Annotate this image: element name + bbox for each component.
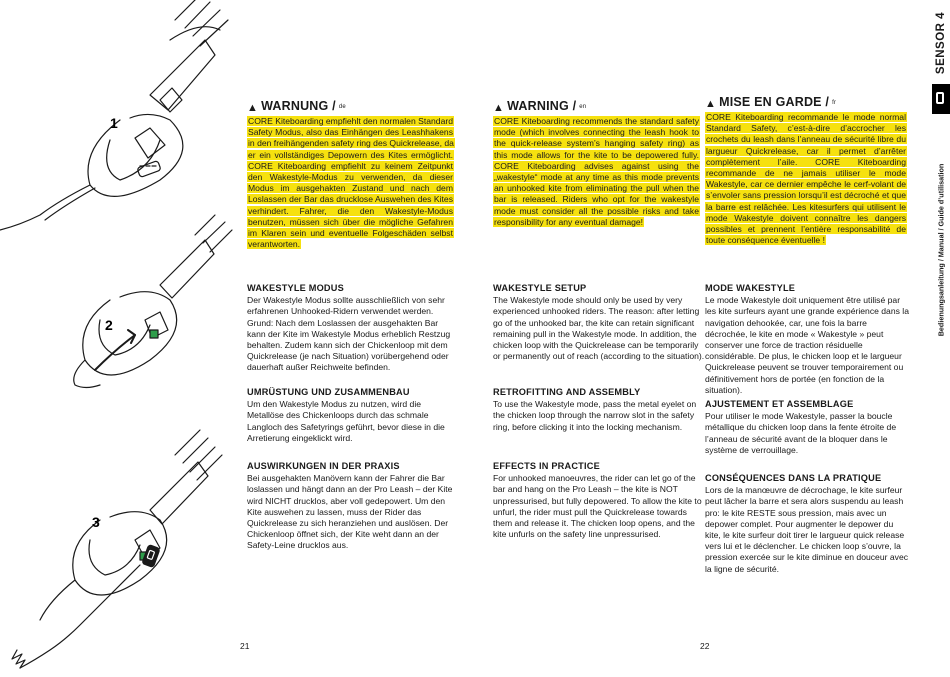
- section-body: To use the Wakestyle mode, pass the metal eyelet on the chicken loop through the narrow slot in the safety ring, before clicking it into the locking mechanism.: [493, 399, 697, 432]
- section-body: Le mode Wakestyle doit uniquement être utilisé par les kite surfeurs ayant une grande expérience dans la navigation dehookée, car, une fois la barre décrochée, le kite en mode « Wakestyle » peut conserver une force de traction résiduelle considérable. De plus, le chicken loop et le largueur Quickrelease peuvent se trouver temporairement ou définitivement hors de portée (en fonction de la situation).: [705, 295, 909, 395]
- warning-body: CORE Kiteboarding recommends the standard safety mode (which involves connecting the leash hook to the quick-release system’s hanging safety ring) as this mode allows for the kite to be depowered fully. CORE Kiteboarding advises against using the „wakestyle“ mode at any time as this mode prevents an unhooked kite from eliminating the pull when the bar is released. Riders who opt for the wakestyle mode must consider all the possible risks and take responsibility for any eventual damage!: [494, 116, 699, 227]
- section-body: Bei ausgehakten Manövern kann der Fahrer die Bar loslassen und hängt dann an der Pro Leash – der Kite wird NICHT drucklos, aber voll gedepowert. Um den Kite auswehen zu lassen, muss der Rider das Quickrelease zu sich heranziehen und auslösen. Der Chickenloop öffnet sich, der Kite weht dann an der Safety-Leine drucklos aus.: [247, 473, 453, 551]
- language-code: en: [579, 104, 587, 110]
- section-ajustement: [705, 399, 910, 456]
- language-code: fr: [832, 100, 837, 106]
- section-body: Um den Wakestyle Modus zu nutzen, wird die Metallöse des Chickenloops durch das schmale Langloch des Safetyrings geführt, bevor diese in die Arretierung eingeklickt wird.: [247, 399, 445, 443]
- section-wakestyle-setup: [493, 283, 705, 362]
- section-heading: AUSWIRKUNGEN IN DER PRAXIS: [247, 461, 400, 471]
- section-heading: WAKESTYLE SETUP: [493, 283, 587, 293]
- brand-tab-icon: [932, 84, 950, 114]
- quickrelease-illustrations: [0, 0, 240, 677]
- warning-title: WARNUNG /: [261, 99, 336, 113]
- warning-triangle-icon: ▲: [493, 102, 505, 114]
- section-consequences: [705, 473, 910, 575]
- illustration-step-3: [12, 430, 222, 668]
- section-mode-wakestyle: [705, 283, 910, 396]
- warning-fr: [705, 97, 907, 246]
- section-auswirkungen: [247, 461, 459, 552]
- warning-triangle-icon: ▲: [705, 98, 717, 110]
- warning-title: MISE EN GARDE /: [719, 95, 830, 109]
- sidebar-subtitle: Bedienungsanleitung / Manual / Guide d’utilisation: [936, 163, 946, 337]
- illustration-step-2: [74, 215, 232, 388]
- section-umruestung: [247, 387, 459, 444]
- section-body: Pour utiliser le mode Wakestyle, passer la boucle métallique du chicken loop dans la fente étroite de l’anneau de sécurité avant de la bloquer dans le système de verrouillage.: [705, 411, 897, 455]
- warning-en: [493, 101, 700, 228]
- warning-body: CORE Kiteboarding recommande le mode normal Standard Safety, c’est-à-dire d’accrocher les crochets du leash dans l’anneau de sécurité libre du largueur Quickrelease, car il permet d’arrêter complètement l’aile. CORE Kiteboarding recommande de ne jamais utiliser le mode Wakestyle, car ce dernier empêche le cerf-volant de s’envoler sans pression lorsqu’il est décroché et que la barre est relâchée. Les kitesurfers qui utilisent le mode Wakestyle doivent connaître les dangers possibles et prennent l’entière responsabilité de toute conséquence éventuelle !: [706, 112, 906, 246]
- warning-title: WARNING /: [507, 99, 577, 113]
- page-number-right: 22: [700, 641, 710, 651]
- section-heading: RETROFITTING AND ASSEMBLY: [493, 387, 641, 397]
- page-number-left: 21: [240, 641, 250, 651]
- step-number-2: 2: [105, 317, 113, 333]
- section-heading: MODE WAKESTYLE: [705, 283, 796, 293]
- step-number-3: 3: [92, 514, 100, 530]
- warning-triangle-icon: ▲: [247, 102, 259, 114]
- section-heading: AJUSTEMENT ET ASSEMBLAGE: [705, 399, 854, 409]
- section-body: Der Wakestyle Modus sollte ausschließlich von sehr erfahrenen Unhooked-Ridern verwendet werden. Grund: Nach dem Loslassen der ausgehakten Bar kann der Kite im Wakestyle Modus erheblich Restzug behalten. Zudem kann sich der Chickenloop mit dem Quickrelease (je nach Situation) vorübergehend oder dauerhaft außer Reichweite befinden.: [247, 295, 451, 373]
- section-body: Lors de la manœuvre de décrochage, le kite surfeur peut lâcher la barre et sera alors suspendu au leash pro: le kite RESTE sous pression, mais avec un depower complet. Pour augmenter le depower du kite, le kite surfeur doit tirer le largueur quick release vers lui et le déclencher. Le chicken loop s’ouvre, la pression exercée sur le kite diminue en douceur avec la ligne de sécurité.: [705, 485, 909, 574]
- warning-body: CORE Kiteboarding empfiehlt den normalen Standard Safety Modus, also das Einhängen des Leashhakens in den freihängenden safety ring des Quickrelease, da er ein vollständiges Depowern des Kites ermöglicht. CORE Kiteboarding empfiehlt zu keinem Zeitpunkt den Wakestyle-Modus zu verwenden, da dieser Modus im ausgehakten Zustand und nach dem Loslassen der Bar das drucklose Auswehen des Kites verhindert. Fahrer, die den Wakestyle-Modus benutzen, müssen sich über die mögliche Gefahren im Klaren sein und eventuelle Folgeschäden selbst verantworten.: [248, 116, 454, 250]
- section-body: The Wakestyle mode should only be used by very experienced unhooked riders. The reason: after letting go of the unhooked bar, the kite can retain significant remaining pull in the Wakestyle mode. In addition, the chicken loop with the Quickrelease can be temporarily or permanently out of reach (according to the situation).: [493, 295, 705, 362]
- section-heading: EFFECTS IN PRACTICE: [493, 461, 600, 471]
- sidebar-title: SENSOR 4: [935, 11, 947, 75]
- section-heading: CONSÉQUENCES DANS LA PRATIQUE: [705, 473, 882, 483]
- section-heading: WAKESTYLE MODUS: [247, 283, 344, 293]
- section-heading: UMRÜSTUNG UND ZUSAMMENBAU: [247, 387, 410, 397]
- section-body: For unhooked manoeuvres, the rider can let go of the bar and hang on the Pro Leash – the kite is NOT unpressurised, but fully depowered. To allow the kite to unfurl, the rider must pull the Quickrelease towards them and release it. The chicken loop opens, and the kite unfurls on the safety line unpressurised.: [493, 473, 702, 540]
- section-wakestyle-modus: [247, 283, 459, 374]
- section-effects: [493, 461, 705, 540]
- section-retrofitting: [493, 387, 705, 433]
- warning-de: [247, 101, 454, 250]
- step-number-1: 1: [110, 115, 118, 131]
- language-code: de: [338, 104, 346, 110]
